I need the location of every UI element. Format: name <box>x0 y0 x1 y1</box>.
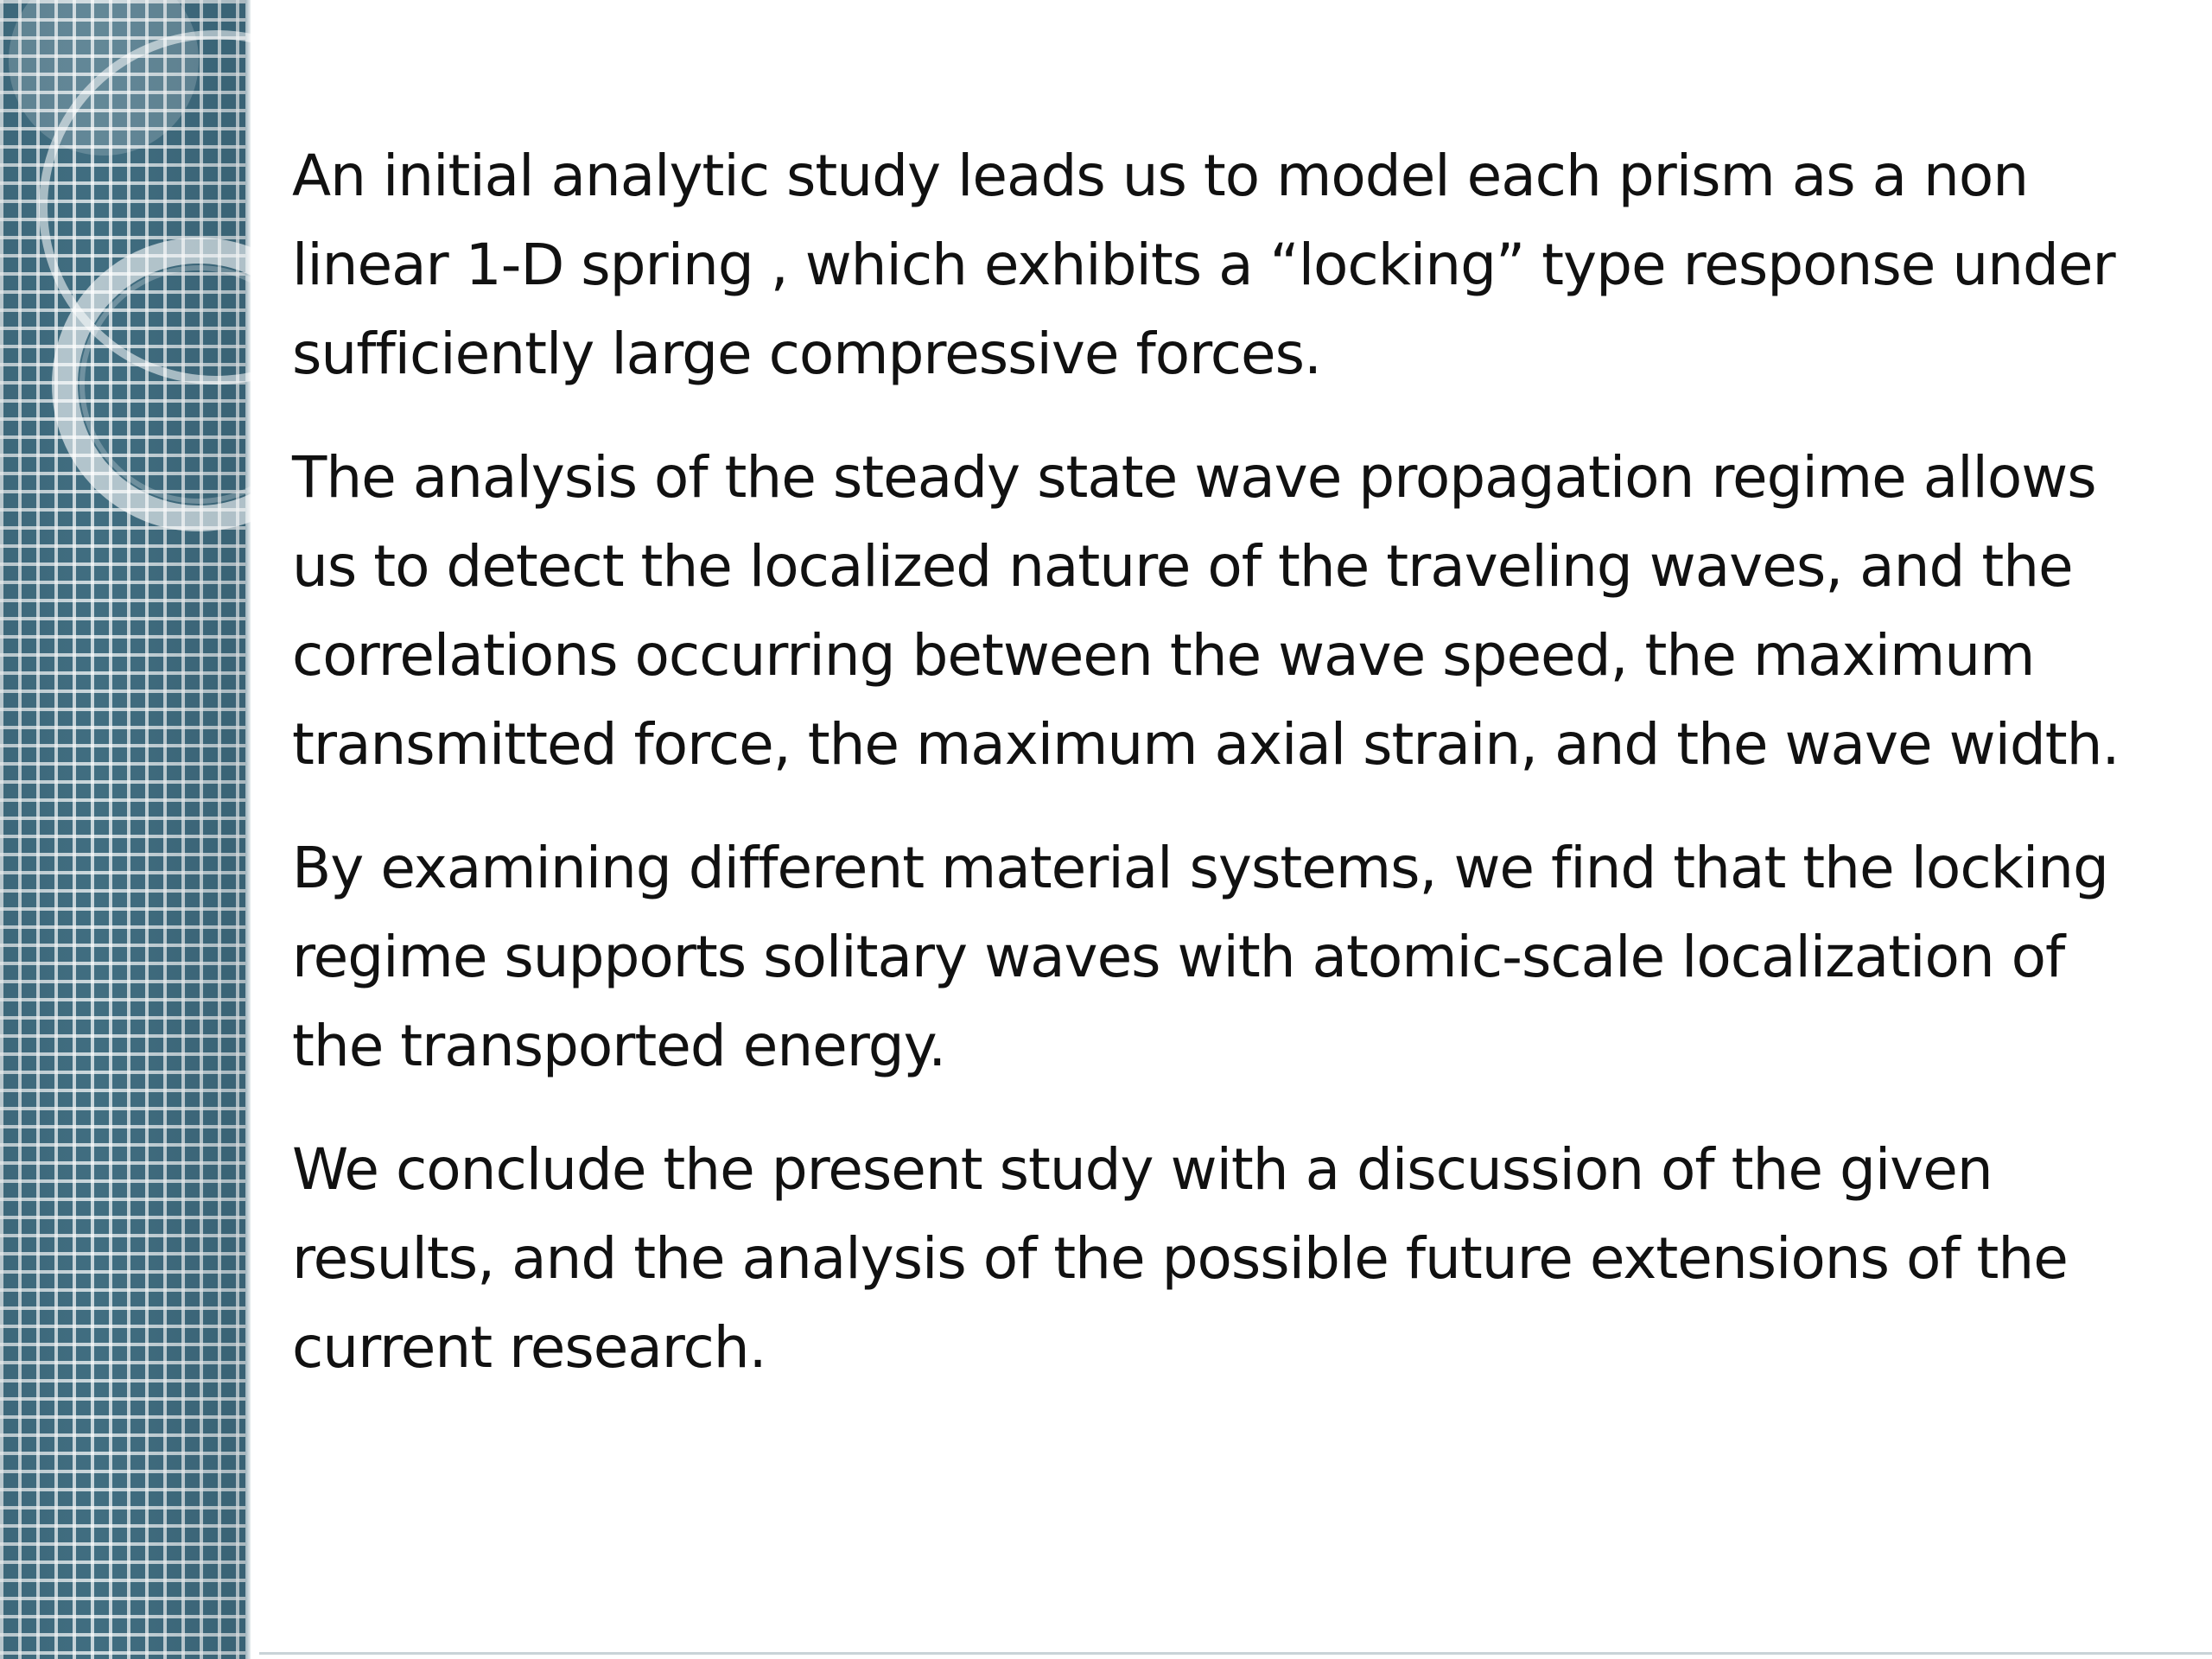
bottom-rule <box>259 1652 2212 1655</box>
paragraph-wave-propagation-analysis: The analysis of the steady state wave propagation regime allows us to detect the localized nature of the traveling waves, and the correlations occurring between the wave speed, the maximum transmitted force, the maximum axial strain, and the wave width. <box>292 444 2120 778</box>
decorative-rings <box>0 0 251 553</box>
small-ring <box>65 251 251 518</box>
paragraph-material-systems: By examining different material systems, we find that the locking regime supports solitary waves with atomic-scale localization of the transported energy. <box>292 835 2108 1079</box>
slide-body <box>292 131 2141 1427</box>
paragraph-conclusion: We conclude the present study with a discussion of the given results, and the analysis of the possible future extensions of the current research. <box>292 1136 2068 1381</box>
paragraph-locking-spring-model: An initial analytic study leads us to model each prism as a non linear 1-D spring , which exhibits a “locking” type response under sufficiently large compressive forces. <box>292 143 2115 387</box>
highlight-circle <box>9 0 199 156</box>
